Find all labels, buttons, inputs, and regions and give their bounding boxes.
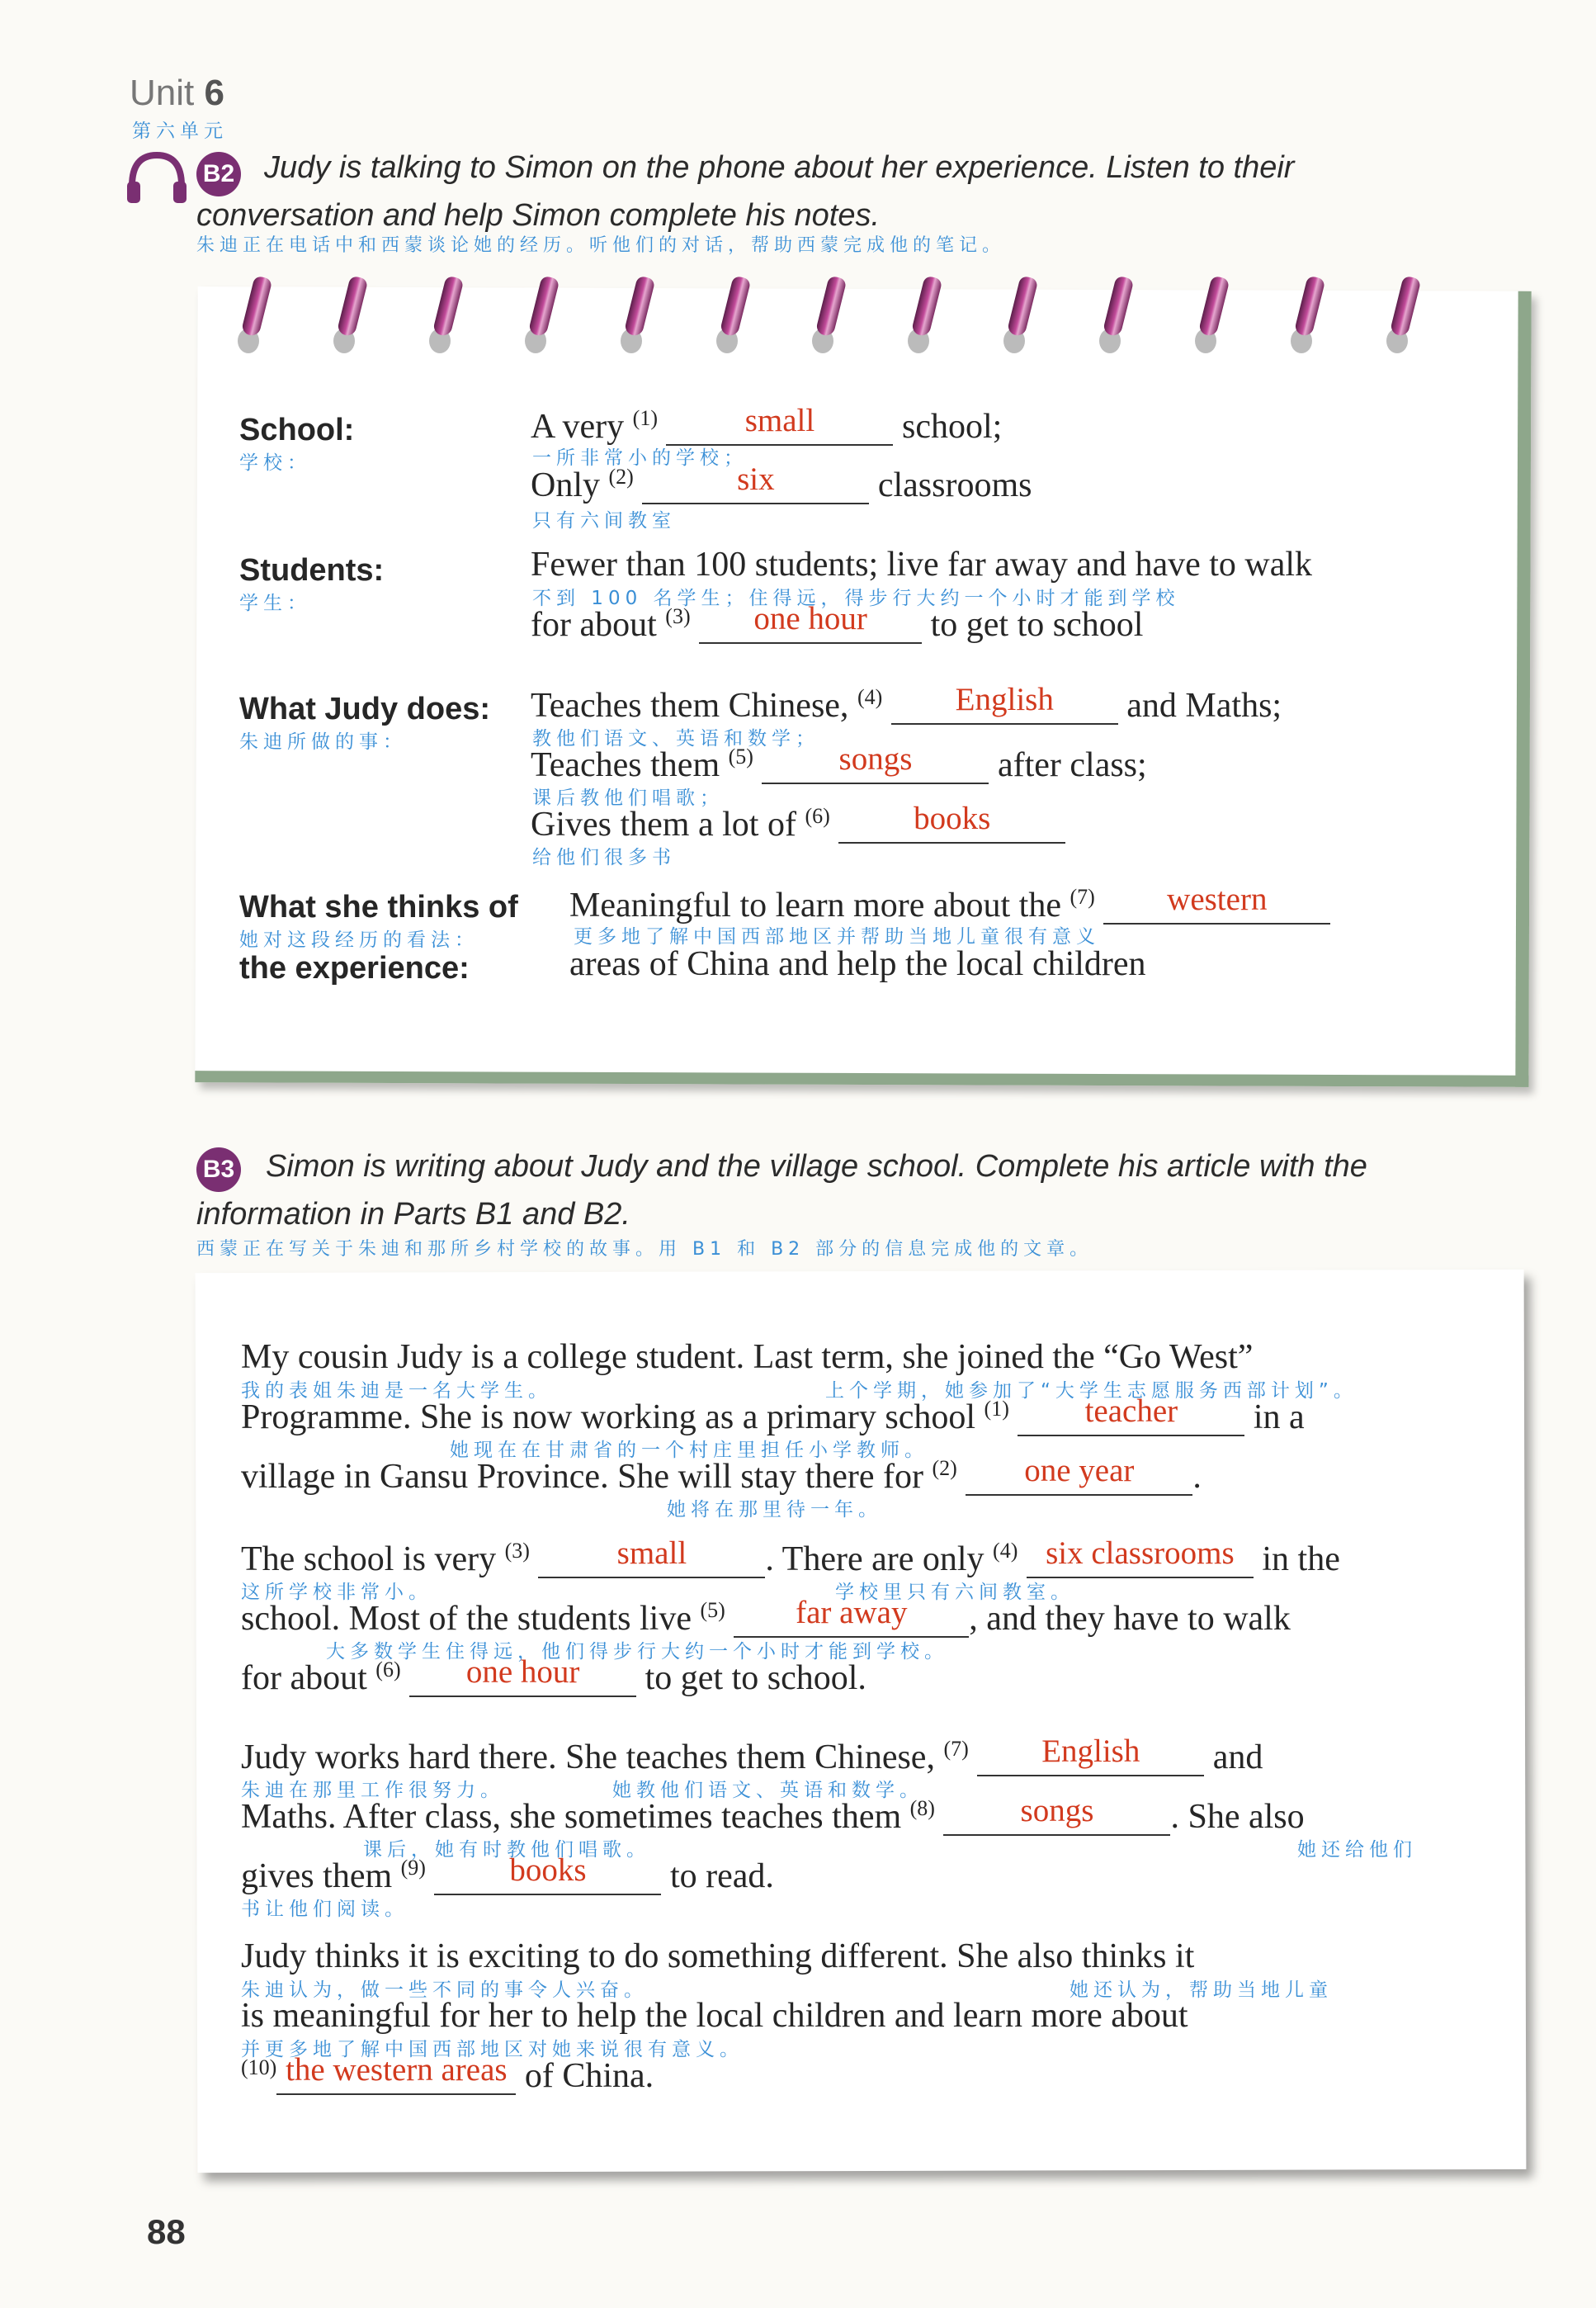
judy-line2: Teaches them $^{(5)}$ songs after class;	[531, 741, 1147, 784]
p1-line2-cn: 她现在在甘肃省的一个村庄里担任小学教师。	[450, 1440, 928, 1461]
answer-blank-1: small	[666, 409, 893, 446]
school-line1: A very $^{(1)}$ small school;	[531, 403, 1003, 446]
p1-line3-cn: 她将在那里待一年。	[667, 1499, 882, 1521]
b2-instruction-cn: 朱迪正在电话中和西蒙谈论她的经历。听他们的对话，帮助西蒙完成他的笔记。	[196, 235, 1006, 256]
p3-line1-cn-a: 朱迪在那里工作很努力。	[241, 1780, 504, 1801]
unit-number: 6	[204, 73, 224, 113]
article-blank-7: English	[977, 1740, 1204, 1776]
p4-line2-cn: 并更多地了解中国西部地区对她来说很有意义。	[241, 2039, 744, 2060]
p1-line2: Programme. She is now working as a primary school $^{(1)}$ teacher in a	[241, 1393, 1305, 1436]
p4-line1-cn-b: 她还认为，帮助当地儿童	[1070, 1979, 1333, 2001]
article-blank-10: the western areas	[276, 2059, 516, 2095]
answer-blank-7: western	[1103, 888, 1330, 925]
answer-blank-3: one hour	[699, 608, 922, 644]
students-line1-cn: 不到 100 名学生；住得远，得步行大约一个小时才能到学校	[532, 588, 1180, 609]
p2-line1: The school is very $^{(3)}$ small . There are only $^{(4)}$ six classrooms in the	[241, 1535, 1340, 1578]
p1-line1: My cousin Judy is a college student. Last term, she joined the “Go West”	[241, 1338, 1254, 1376]
b3-badge: B3	[196, 1147, 241, 1192]
answer-blank-6: books	[838, 807, 1065, 844]
thinks-label-line1: What she thinks of	[239, 890, 518, 925]
judy-does-label: What Judy does:	[239, 692, 491, 726]
headphones-icon	[124, 149, 190, 206]
b2-instruction-line1: Judy is talking to Simon on the phone about her experience. Listen to their	[264, 150, 1295, 185]
thinks-label-cn: 她对这段经历的看法：	[239, 929, 479, 951]
school-line2: Only $^{(2)}$ six classrooms	[531, 461, 1032, 504]
students-label-cn: 学生：	[239, 593, 311, 614]
p3-line1-cn-b: 她教他们语文、英语和数学。	[612, 1780, 923, 1801]
school-label-cn: 学校：	[239, 452, 311, 474]
students-line2: for about $^{(3)}$ one hour to get to school	[531, 601, 1144, 644]
judy-does-label-cn: 朱迪所做的事：	[239, 731, 407, 753]
judy-line3: Gives them a lot of $^{(6)}$ books	[531, 804, 1065, 844]
students-label: Students:	[239, 553, 385, 588]
students-line1: Fewer than 100 students; live far away and have to walk	[531, 546, 1313, 584]
p4-line3: $^{(10)}$ the western areas of China.	[241, 2052, 654, 2095]
unit-label: Unit	[130, 73, 195, 113]
answer-blank-5: songs	[762, 748, 989, 784]
b3-instruction-line1: Simon is writing about Judy and the village school. Complete his article with the	[266, 1149, 1367, 1184]
thinks-line1-cn: 更多地了解中国西部地区并帮助当地儿童很有意义	[574, 926, 1100, 948]
p2-line3: for about $^{(6)}$ one hour to get to school.	[241, 1654, 866, 1697]
answer-blank-2: six	[642, 468, 869, 504]
p1-line1-cn-b: 上个学期，她参加了“大学生志愿服务西部计划”。	[825, 1380, 1358, 1402]
p4-line1-cn-a: 朱迪认为，做一些不同的事令人兴奋。	[241, 1979, 648, 2001]
thinks-line2: areas of China and help the local children	[569, 945, 1146, 983]
p2-line1-cn-b: 学校里只有六间教室。	[835, 1582, 1074, 1603]
p1-line1-cn-a: 我的表姐朱迪是一名大学生。	[241, 1380, 552, 1402]
p3-line2: Maths. After class, she sometimes teaches them $^{(8)}$ songs . She also	[241, 1793, 1305, 1836]
judy-line3-cn: 给他们很多书	[532, 847, 676, 868]
school-line2-cn: 只有六间教室	[532, 510, 676, 532]
p3-line3-cn: 书让他们阅读。	[241, 1899, 408, 1920]
b2-instruction-line2: conversation and help Simon complete his notes.	[196, 198, 881, 233]
school-label: School:	[239, 413, 355, 447]
page-number: 88	[147, 2212, 186, 2251]
p1-line3: village in Gansu Province. She will stay there for $^{(2)}$ one year .	[241, 1453, 1202, 1496]
judy-line2-cn: 课后教他们唱歌；	[532, 787, 724, 809]
article-blank-8: songs	[943, 1800, 1170, 1836]
article-blank-5: far away	[734, 1601, 969, 1638]
p4-line2: is meaningful for her to help the local children and learn more about	[241, 1997, 1188, 2035]
p2-line2: school. Most of the students live $^{(5)}$ far away , and they have to walk	[241, 1595, 1291, 1638]
article-blank-9: books	[434, 1859, 661, 1895]
judy-line1-cn: 教他们语文、英语和数学；	[532, 728, 819, 750]
p3-line2-cn-b: 她还给他们	[1297, 1839, 1417, 1861]
unit-heading	[130, 73, 224, 114]
p2-line1-cn-a: 这所学校非常小。	[241, 1582, 432, 1603]
p4-line1: Judy thinks it is exciting to do something different. She also thinks it	[241, 1937, 1195, 1975]
article-blank-4: six classrooms	[1027, 1542, 1254, 1578]
p3-line2-cn-a: 课后，她有时教他们唱歌。	[363, 1839, 650, 1861]
article-blank-2: one year	[966, 1459, 1192, 1496]
b2-badge: B2	[196, 152, 241, 196]
p3-line3: gives them $^{(9)}$ books to read.	[241, 1852, 774, 1895]
thinks-label-line2: the experience:	[239, 951, 470, 986]
judy-line1: Teaches them Chinese, $^{(4)}$ English and Maths;	[531, 682, 1282, 725]
article-blank-3: small	[538, 1542, 765, 1578]
b3-instruction-line2: information in Parts B1 and B2.	[196, 1197, 630, 1232]
b3-instruction-cn: 西蒙正在写关于朱迪和那所乡村学校的故事。用 B1 和 B2 部分的信息完成他的文章。	[196, 1239, 1093, 1260]
p2-line2-cn: 大多数学生住得远，他们得步行大约一个小时才能到学校。	[326, 1641, 948, 1662]
unit-cn: 第六单元	[132, 121, 228, 142]
thinks-line1: Meaningful to learn more about the $^{(7)}$ western	[569, 885, 1330, 925]
article-blank-1: teacher	[1018, 1400, 1244, 1436]
p3-line1: Judy works hard there. She teaches them Chinese, $^{(7)}$ English and	[241, 1733, 1263, 1776]
answer-blank-4: English	[891, 688, 1118, 725]
article-blank-6: one hour	[409, 1661, 636, 1697]
school-line1-cn: 一所非常小的学校；	[532, 447, 748, 469]
